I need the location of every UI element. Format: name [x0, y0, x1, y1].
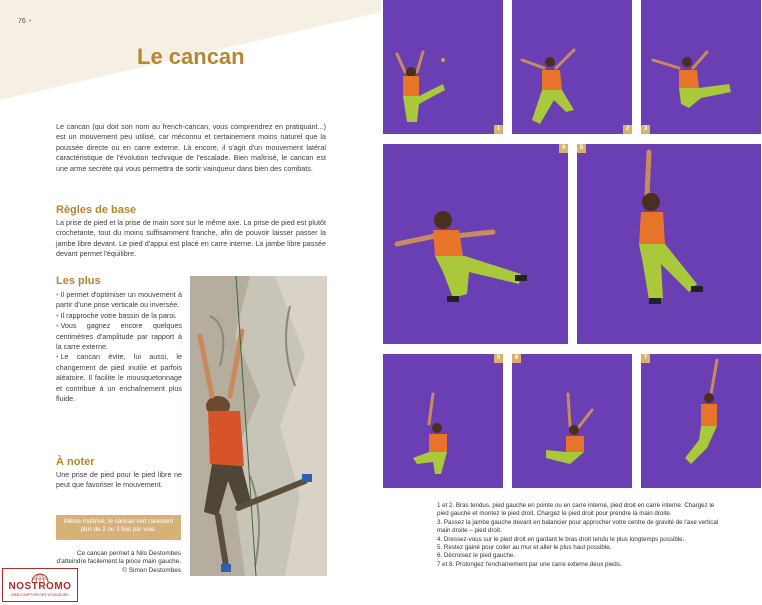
- climber-figure: [577, 144, 761, 344]
- plus-item: • Le cancan évite, lui aussi, le changement de pied inutile et parfois aléatoire. Il facilite le mousquetonnage et contribue à un enchaînement plus fluide.: [56, 352, 182, 404]
- page-number: [18, 18, 31, 25]
- photo-caption: Ce cancan permet à Nils Destombes d'atteindre facilement la pince main gauche. © Simon Destombes: [56, 550, 181, 574]
- step-caption-line: 7 et 8. Prolongez l'enchaînement par une carre externe deux pieds.: [437, 560, 622, 568]
- step-photo-3: [641, 0, 761, 134]
- plus-item: • Vous gagnez encore quelques centimètres d'amplitude par rapport à la carre externe.: [56, 321, 182, 352]
- climber-figure: [383, 0, 503, 134]
- photo-number: 2: [623, 125, 632, 134]
- step-photo-6: [512, 354, 632, 488]
- photo-number: 1: [494, 125, 503, 134]
- climber-figure: [512, 354, 632, 488]
- step-photo-5b: [383, 354, 503, 488]
- climber-figure: [383, 354, 503, 488]
- right-page: [381, 0, 762, 605]
- page-number-dot: •: [28, 18, 32, 25]
- photo-number: 6: [512, 354, 521, 363]
- note-paragraph: Une prise de pied pour le pied libre ne peut que favoriser le mouvement.: [56, 470, 182, 490]
- photo-number: 5: [577, 144, 586, 153]
- climber-figure: [383, 144, 568, 344]
- intro-paragraph: Le cancan (qui doit son nom au french-cancan, vous comprendrez en pratiquant...) est un mouvement peu utilisé, car méconnu et certainement moins naturel que la poussée directe ou en carre externe. Là encore, il s'agit d'un mouvement latéral caractéristique de l'évolution technique de l'escalade. Bien maîtrisé, le cancan est une arme secrète qui vous permettra de sortir vainqueur dans bien des combats.: [56, 122, 326, 173]
- nostromo-logo: [2, 568, 78, 602]
- step-caption-line: 1 et 2. Bras tendus, pied gauche en pointe ou en carre interne, pied droit en carre interne. Chargez le pied gauche et montez le pied droit. Chargez le pied droit pour prendre la main droite.: [437, 502, 715, 518]
- step-caption-line: 4. Dressez-vous sur le pied droit en gardant le bras droit tendu le plus longtemps possible.: [437, 535, 685, 543]
- climber-figure: [641, 0, 761, 134]
- photo-number: 4: [559, 144, 568, 153]
- note-heading: À noter: [56, 456, 95, 468]
- step-caption-line: 3. Passez la jambe gauche devant en balancier pour approcher votre centre de gravité de l'axe vertical main droite – pied droit.: [437, 518, 719, 535]
- photo-number: 7: [641, 354, 650, 363]
- step-photo-5: [577, 144, 761, 344]
- step-caption-line: 6. Décroisez le pied gauche.: [437, 552, 516, 560]
- plus-heading: Les plus: [56, 275, 101, 287]
- plus-list: [56, 290, 182, 404]
- photo-number: 5: [494, 354, 503, 363]
- climber-rock-photo: [190, 276, 327, 576]
- note-box: Même maîtrisé, le cancan sert rarement plus de 2 ou 3 fois par voie.: [56, 515, 181, 540]
- rules-paragraph: La prise de pied et la prise de main sont sur le même axe. La prise de pied est plutôt crochetante, tout du moins suffisamment franche, afin de pouvoir laisser passer la jambe libre devant. Le pied d'appui est placé en carre interne. La jambe libre passée devant permet l'équilibre.: [56, 218, 326, 259]
- climber-figure: [512, 0, 632, 134]
- rules-heading: Règles de base: [56, 204, 137, 216]
- photo-number: 3: [641, 125, 650, 134]
- page-number-text: 76: [18, 18, 26, 25]
- plus-item: • Il rapproche votre bassin de la paroi.: [56, 311, 182, 321]
- climber-figure: [641, 354, 761, 488]
- step-photo-2: [512, 0, 632, 134]
- step-photo-1: [383, 0, 503, 134]
- step-photo-4: [383, 144, 568, 344]
- step-photo-7: [641, 354, 761, 488]
- steps-caption: [437, 502, 727, 569]
- logo-name: NOSTROMO: [8, 581, 72, 592]
- page-title: Le cancan: [137, 44, 245, 69]
- plus-item: • Il permet d'optimiser un mouvement à partir d'une prise verticale ou inversée.: [56, 290, 182, 311]
- logo-tagline: WEB COMPTOIR DES VOYAGEURS: [11, 593, 69, 597]
- step-caption-line: 5. Restez gainé pour coller au mur et aller le plus haut possible.: [437, 544, 612, 552]
